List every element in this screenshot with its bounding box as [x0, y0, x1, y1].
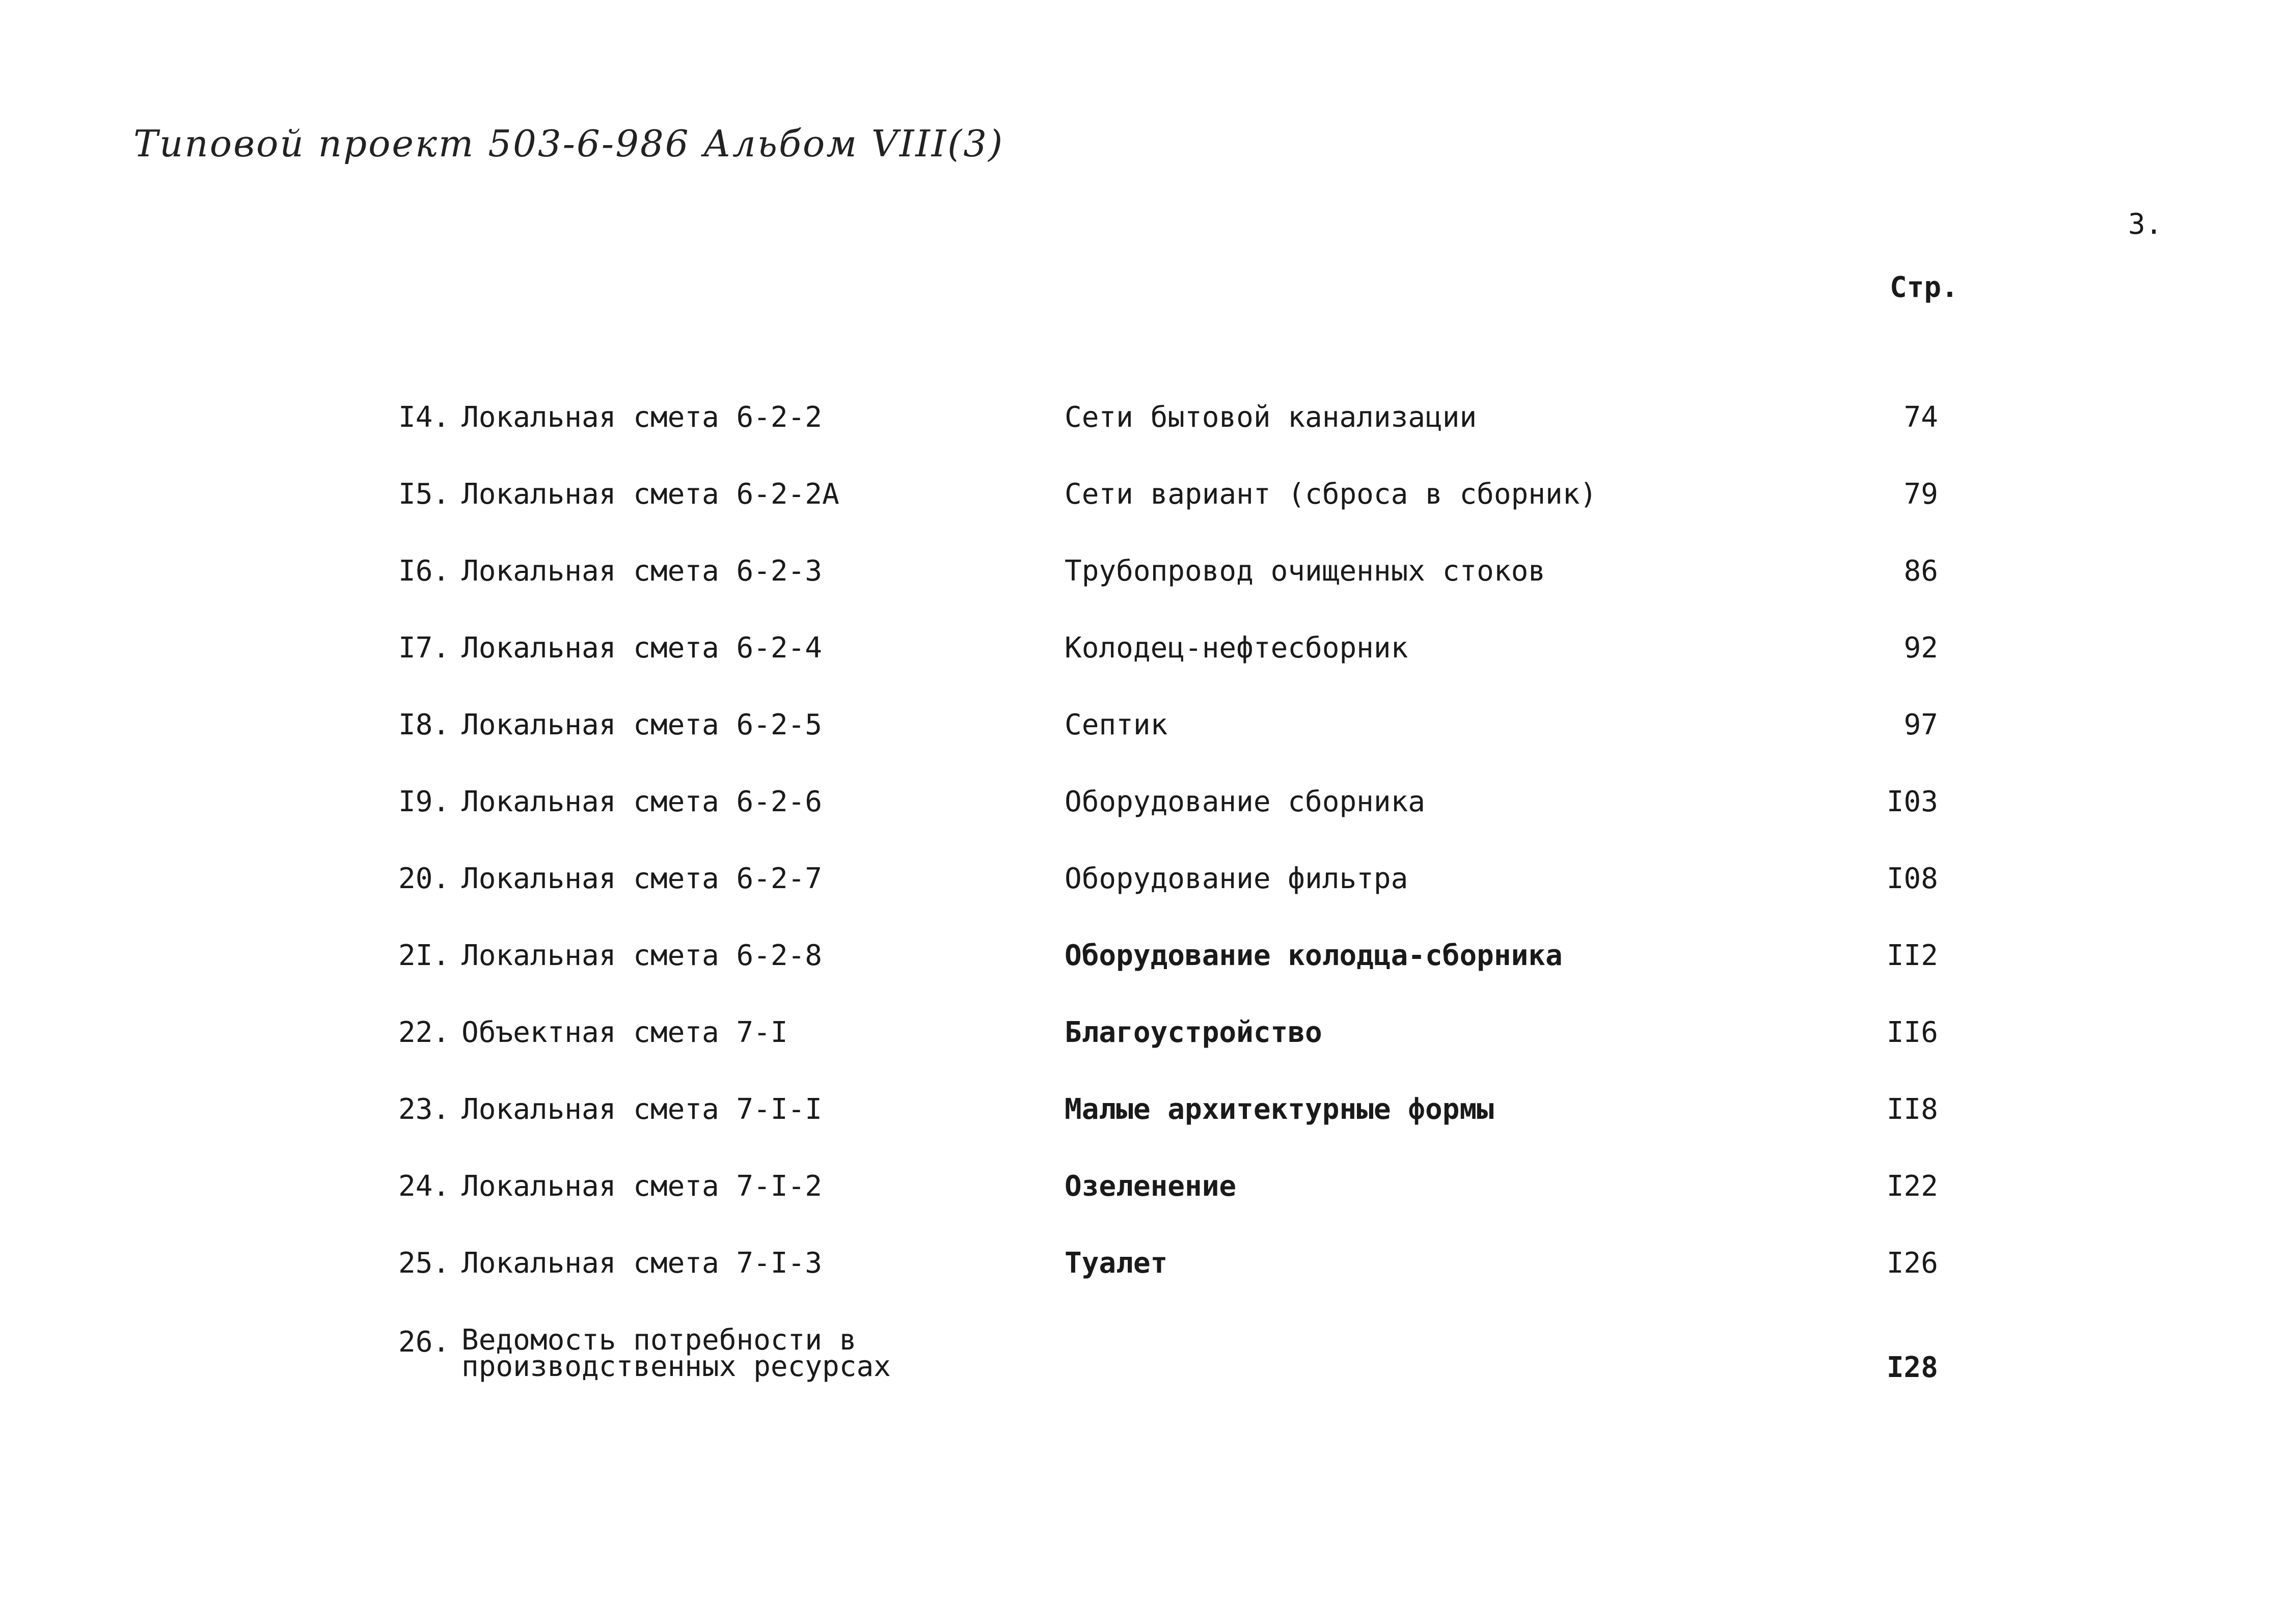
- toc-row: [0, 556, 2286, 617]
- page-ref: I22: [1886, 1170, 1938, 1203]
- toc-row: [0, 402, 2286, 463]
- estimate-title: Локальная смета 7-I-I: [461, 1093, 823, 1126]
- page-ref: II6: [1886, 1016, 1938, 1049]
- estimate-title: Ведомость потребности в производственных ресурсах: [461, 1324, 891, 1383]
- page-ref: 86: [1903, 555, 1938, 588]
- estimate-title: Объектная смета 7-I: [461, 1016, 788, 1049]
- toc-row: [0, 1248, 2286, 1309]
- estimate-title: Локальная смета 6-2-3: [461, 555, 823, 588]
- item-description: Малые архитектурные формы: [1065, 1093, 1494, 1126]
- item-number: 26.: [398, 1326, 450, 1359]
- item-description: Благоустройство: [1065, 1016, 1322, 1049]
- page-ref: 97: [1903, 708, 1938, 741]
- estimate-title: Локальная смета 6-2-5: [461, 708, 823, 741]
- page-ref: I03: [1886, 785, 1938, 818]
- estimate-title: Локальная смета 6-2-2А: [461, 478, 839, 511]
- item-number: I9.: [398, 785, 450, 818]
- estimate-title: Локальная смета 6-2-4: [461, 631, 823, 665]
- page-number: 3.: [2128, 208, 2163, 241]
- item-description: Трубопровод очищенных стоков: [1065, 555, 1546, 588]
- estimate-title: Локальная смета 6-2-2: [461, 401, 823, 434]
- page-ref: II8: [1886, 1093, 1938, 1126]
- estimate-title: Локальная смета 6-2-8: [461, 939, 823, 972]
- item-description: Озеленение: [1065, 1170, 1237, 1203]
- item-number: I5.: [398, 478, 450, 511]
- toc-row: [0, 710, 2286, 771]
- item-number: 23.: [398, 1093, 450, 1126]
- item-number: 22.: [398, 1016, 450, 1049]
- page-ref: 79: [1903, 478, 1938, 511]
- estimate-title: Локальная смета 7-I-2: [461, 1170, 823, 1203]
- page-ref: II2: [1886, 939, 1938, 972]
- item-number: 24.: [398, 1170, 450, 1203]
- toc-row: [0, 1324, 2286, 1388]
- item-description: Сети бытовой канализации: [1065, 401, 1477, 434]
- estimate-title: Локальная смета 7-I-3: [461, 1247, 823, 1280]
- page-column-label: Стр.: [1890, 271, 1958, 304]
- toc-row: [0, 941, 2286, 1002]
- page-ref: I28: [1886, 1351, 1938, 1384]
- page-ref: I26: [1886, 1247, 1938, 1280]
- page-ref: 92: [1903, 631, 1938, 665]
- item-number: I6.: [398, 555, 450, 588]
- toc-row: [0, 1017, 2286, 1079]
- item-description: Септик: [1065, 708, 1168, 741]
- toc-row: [0, 633, 2286, 694]
- estimate-title: Локальная смета 6-2-6: [461, 785, 823, 818]
- item-description: Оборудование сборника: [1065, 785, 1426, 818]
- toc-row: [0, 1171, 2286, 1232]
- item-number: 2I.: [398, 939, 450, 972]
- item-number: 20.: [398, 862, 450, 895]
- item-description: Оборудование колодца-сборника: [1065, 939, 1563, 972]
- toc-row: [0, 479, 2286, 540]
- handwritten-title: Типовой проект 503-6-986 Альбом VIII(3): [133, 122, 1004, 165]
- toc-row: [0, 1094, 2286, 1155]
- item-description: Оборудование фильтра: [1065, 862, 1408, 895]
- item-number: 25.: [398, 1247, 450, 1280]
- page-ref: 74: [1903, 401, 1938, 434]
- item-description: Туалет: [1065, 1247, 1168, 1280]
- item-description: Сети вариант (сброса в сборник): [1065, 478, 1597, 511]
- item-number: I8.: [398, 708, 450, 741]
- toc-row: [0, 864, 2286, 925]
- item-number: I7.: [398, 631, 450, 665]
- estimate-title: Локальная смета 6-2-7: [461, 862, 823, 895]
- toc-row: [0, 787, 2286, 848]
- item-number: I4.: [398, 401, 450, 434]
- item-description: Колодец-нефтесборник: [1065, 631, 1408, 665]
- page-ref: I08: [1886, 862, 1938, 895]
